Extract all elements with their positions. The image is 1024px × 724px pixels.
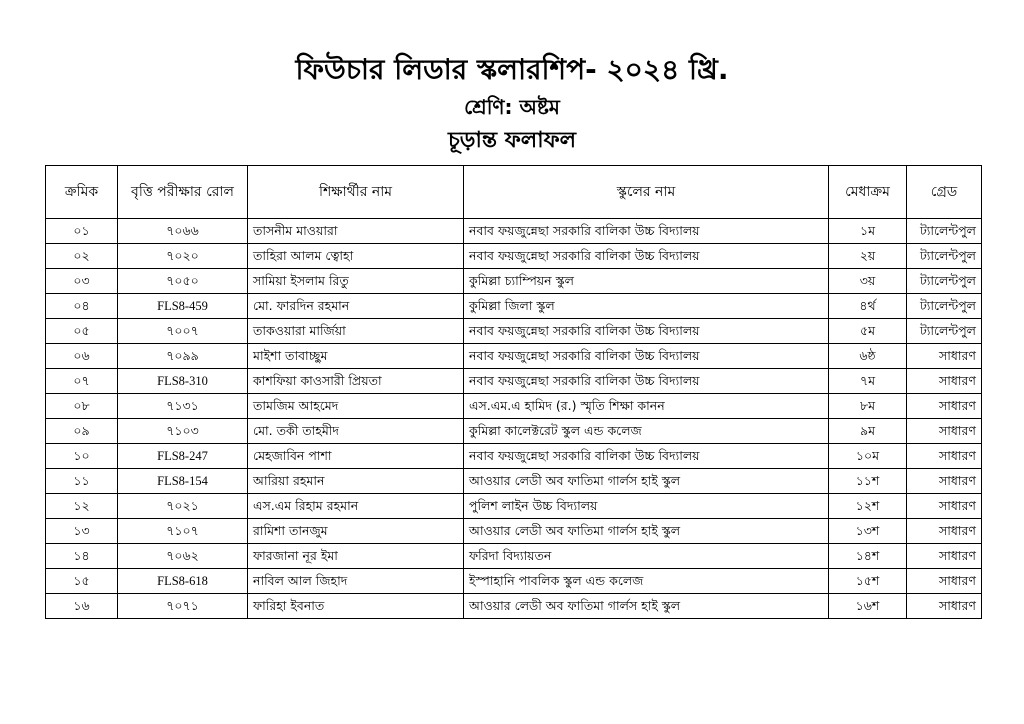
roll-cell: ৭০৯৯ xyxy=(118,344,248,369)
column-header-roll: বৃত্তি পরীক্ষার রোল xyxy=(118,166,248,219)
table-header-row xyxy=(46,166,982,219)
school-name-cell: নবাব ফয়জুন্নেছা সরকারি বালিকা উচ্চ বিদ্যালয় xyxy=(464,244,829,269)
merit-rank-cell: ১১শ xyxy=(829,469,907,494)
column-header-merit-rank: মেধাক্রম xyxy=(829,166,907,219)
student-name-cell: মো. তকী তাহমীদ xyxy=(248,419,464,444)
school-name-cell: আওয়ার লেডী অব ফাতিমা গার্লস হাই স্কুল xyxy=(464,469,829,494)
table-row xyxy=(46,594,982,619)
roll-cell: ৭০৫০ xyxy=(118,269,248,294)
serial-cell: ১১ xyxy=(46,469,118,494)
school-name-cell: নবাব ফয়জুন্নেছা সরকারি বালিকা উচ্চ বিদ্যালয় xyxy=(464,319,829,344)
result-label: চূড়ান্ত ফলাফল xyxy=(447,128,577,153)
student-name-cell: আরিয়া রহমান xyxy=(248,469,464,494)
serial-cell: ১২ xyxy=(46,494,118,519)
school-name-cell: কুমিল্লা চ্যাম্পিয়ন স্কুল xyxy=(464,269,829,294)
roll-cell: ৭১৩১ xyxy=(118,394,248,419)
merit-rank-cell: ৭ম xyxy=(829,369,907,394)
table-row xyxy=(46,494,982,519)
column-header-student-name: শিক্ষার্থীর নাম xyxy=(248,166,464,219)
grade-cell: সাধারণ xyxy=(907,369,982,394)
merit-rank-cell: ১ম xyxy=(829,219,907,244)
serial-cell: ১৫ xyxy=(46,569,118,594)
merit-rank-cell: ৬ষ্ঠ xyxy=(829,344,907,369)
school-name-cell: ইস্পাহানি পাবলিক স্কুল এন্ড কলেজ xyxy=(464,569,829,594)
student-name-cell: তাকওয়ারা মার্জিয়া xyxy=(248,319,464,344)
student-name-cell: নাবিল আল জিহাদ xyxy=(248,569,464,594)
school-name-cell: নবাব ফয়জুন্নেছা সরকারি বালিকা উচ্চ বিদ্যালয় xyxy=(464,344,829,369)
school-name-cell: কুমিল্লা কালেক্টরেট স্কুল এন্ড কলেজ xyxy=(464,419,829,444)
grade-cell: সাধারণ xyxy=(907,569,982,594)
table-row xyxy=(46,294,982,319)
roll-cell: ৭০৬৬ xyxy=(118,219,248,244)
school-name-cell: নবাব ফয়জুন্নেছা সরকারি বালিকা উচ্চ বিদ্যালয় xyxy=(464,219,829,244)
table-row xyxy=(46,394,982,419)
roll-cell: ৭১০৩ xyxy=(118,419,248,444)
merit-rank-cell: ১৬শ xyxy=(829,594,907,619)
merit-rank-cell: ১৩শ xyxy=(829,519,907,544)
grade-cell: সাধারণ xyxy=(907,444,982,469)
table-row xyxy=(46,569,982,594)
roll-cell: ৭০৭১ xyxy=(118,594,248,619)
serial-cell: ০৩ xyxy=(46,269,118,294)
grade-cell: সাধারণ xyxy=(907,394,982,419)
grade-cell: ট্যালেন্টপুল xyxy=(907,269,982,294)
student-name-cell: মো. ফারদিন রহমান xyxy=(248,294,464,319)
grade-cell: সাধারণ xyxy=(907,494,982,519)
serial-cell: ১০ xyxy=(46,444,118,469)
merit-rank-cell: ১৫শ xyxy=(829,569,907,594)
student-name-cell: মেহজাবিন পাশা xyxy=(248,444,464,469)
roll-cell: FLS8-154 xyxy=(118,469,248,494)
merit-rank-cell: ৫ম xyxy=(829,319,907,344)
student-name-cell: রামিশা তানজুম xyxy=(248,519,464,544)
table-row xyxy=(46,219,982,244)
roll-cell: ৭০৬২ xyxy=(118,544,248,569)
roll-cell: ৭১০৭ xyxy=(118,519,248,544)
table-row xyxy=(46,344,982,369)
class-label: শ্রেণি: অষ্টম xyxy=(464,95,560,119)
student-name-cell: তামজিম আহমেদ xyxy=(248,394,464,419)
table-row xyxy=(46,444,982,469)
serial-cell: ১৪ xyxy=(46,544,118,569)
roll-cell: ৭০০৭ xyxy=(118,319,248,344)
grade-cell: সাধারণ xyxy=(907,519,982,544)
serial-cell: ০১ xyxy=(46,219,118,244)
student-name-cell: ফারিহা ইবনাত xyxy=(248,594,464,619)
school-name-cell: ফরিদা বিদ্যায়তন xyxy=(464,544,829,569)
serial-cell: ০৬ xyxy=(46,344,118,369)
school-name-cell: আওয়ার লেডী অব ফাতিমা গার্লস হাই স্কুল xyxy=(464,594,829,619)
serial-cell: ১৩ xyxy=(46,519,118,544)
column-header-school-name: স্কুলের নাম xyxy=(464,166,829,219)
grade-cell: ট্যালেন্টপুল xyxy=(907,219,982,244)
student-name-cell: তাসনীম মাওয়ারা xyxy=(248,219,464,244)
grade-cell: ট্যালেন্টপুল xyxy=(907,294,982,319)
student-name-cell: মাইশা তাবাচ্ছুম xyxy=(248,344,464,369)
roll-cell: FLS8-310 xyxy=(118,369,248,394)
merit-rank-cell: ৩য় xyxy=(829,269,907,294)
school-name-cell: আওয়ার লেডী অব ফাতিমা গার্লস হাই স্কুল xyxy=(464,519,829,544)
roll-cell: ৭০২১ xyxy=(118,494,248,519)
column-header-grade: গ্রেড xyxy=(907,166,982,219)
table-row xyxy=(46,244,982,269)
student-name-cell: তাহিরা আলম ত্বোহা xyxy=(248,244,464,269)
serial-cell: ০২ xyxy=(46,244,118,269)
student-name-cell: ফারজানা নূর ইমা xyxy=(248,544,464,569)
roll-cell: ৭০২০ xyxy=(118,244,248,269)
student-name-cell: কাশফিয়া কাওসারী প্রিয়তা xyxy=(248,369,464,394)
column-header-serial: ক্রমিক xyxy=(46,166,118,219)
serial-cell: ০৮ xyxy=(46,394,118,419)
page-title: ফিউচার লিডার স্কলারশিপ- ২০২৪ খ্রি. xyxy=(295,53,729,86)
student-name-cell: এস.এম রিহাম রহমান xyxy=(248,494,464,519)
student-name-cell: সামিয়া ইসলাম রিতু xyxy=(248,269,464,294)
grade-cell: ট্যালেন্টপুল xyxy=(907,244,982,269)
grade-cell: সাধারণ xyxy=(907,594,982,619)
merit-rank-cell: ১৪শ xyxy=(829,544,907,569)
grade-cell: সাধারণ xyxy=(907,344,982,369)
table-body xyxy=(46,219,982,619)
results-table xyxy=(45,165,982,619)
school-name-cell: কুমিল্লা জিলা স্কুল xyxy=(464,294,829,319)
serial-cell: ১৬ xyxy=(46,594,118,619)
school-name-cell: নবাব ফয়জুন্নেছা সরকারি বালিকা উচ্চ বিদ্যালয় xyxy=(464,369,829,394)
roll-cell: FLS8-247 xyxy=(118,444,248,469)
table-row xyxy=(46,419,982,444)
school-name-cell: পুলিশ লাইন উচ্চ বিদ্যালয় xyxy=(464,494,829,519)
merit-rank-cell: ৪র্থ xyxy=(829,294,907,319)
grade-cell: ট্যালেন্টপুল xyxy=(907,319,982,344)
table-row xyxy=(46,269,982,294)
serial-cell: ০৯ xyxy=(46,419,118,444)
school-name-cell: নবাব ফয়জুন্নেছা সরকারি বালিকা উচ্চ বিদ্যালয় xyxy=(464,444,829,469)
table-row xyxy=(46,519,982,544)
merit-rank-cell: ১০ম xyxy=(829,444,907,469)
merit-rank-cell: ১২শ xyxy=(829,494,907,519)
serial-cell: ০৪ xyxy=(46,294,118,319)
school-name-cell: এস.এম.এ হামিদ (র.) স্মৃতি শিক্ষা কানন xyxy=(464,394,829,419)
table-row xyxy=(46,319,982,344)
merit-rank-cell: ২য় xyxy=(829,244,907,269)
roll-cell: FLS8-459 xyxy=(118,294,248,319)
grade-cell: সাধারণ xyxy=(907,469,982,494)
merit-rank-cell: ৯ম xyxy=(829,419,907,444)
merit-rank-cell: ৮ম xyxy=(829,394,907,419)
serial-cell: ০৫ xyxy=(46,319,118,344)
table-row xyxy=(46,544,982,569)
grade-cell: সাধারণ xyxy=(907,544,982,569)
grade-cell: সাধারণ xyxy=(907,419,982,444)
table-row xyxy=(46,369,982,394)
table-row xyxy=(46,469,982,494)
serial-cell: ০৭ xyxy=(46,369,118,394)
roll-cell: FLS8-618 xyxy=(118,569,248,594)
